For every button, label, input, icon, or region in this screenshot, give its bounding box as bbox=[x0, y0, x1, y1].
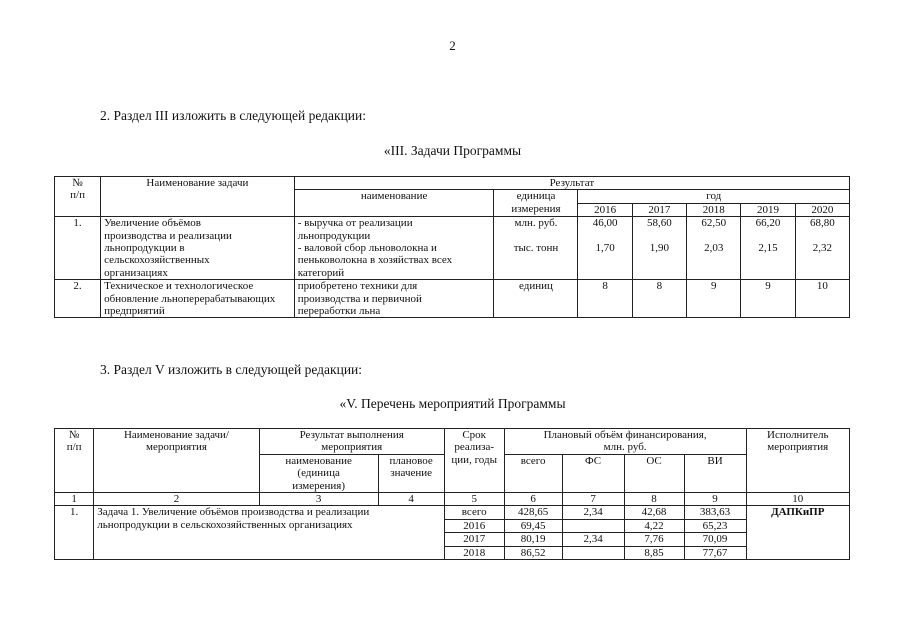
row-value: 1,90 bbox=[632, 242, 686, 280]
header-result-value: плановое значение bbox=[378, 454, 444, 492]
row-value: 58,60 bbox=[632, 217, 686, 242]
row-value: 2,03 bbox=[687, 242, 741, 280]
header-year-2020: 2020 bbox=[795, 203, 849, 216]
table-row bbox=[55, 217, 850, 242]
header-result: Результат выполнения мероприятия bbox=[259, 429, 444, 455]
row-os: 4,22 bbox=[624, 519, 684, 532]
row-task: Увеличение объёмов производства и реализации льнопродукции в сельскохозяйственных организациях bbox=[101, 217, 295, 280]
header-total: всего bbox=[504, 454, 562, 492]
header-financing: Плановый объём финансирования, млн. руб. bbox=[504, 429, 746, 455]
row-executor: ДАПКиПР bbox=[746, 506, 849, 560]
column-number: 7 bbox=[562, 493, 624, 506]
section-intro-2: 3. Раздел V изложить в следующей редакции: bbox=[100, 362, 363, 377]
column-number: 2 bbox=[94, 493, 259, 506]
row-fs bbox=[562, 519, 624, 532]
row-fs: 2,34 bbox=[562, 506, 624, 519]
header-name: наименование bbox=[294, 190, 494, 217]
row-term: 2017 bbox=[444, 533, 504, 546]
column-number: 1 bbox=[55, 493, 94, 506]
header-no: № п/п bbox=[55, 177, 101, 217]
row-value: 9 bbox=[741, 280, 795, 318]
row-value: 2,15 bbox=[741, 242, 795, 280]
column-number: 10 bbox=[746, 493, 849, 506]
row-value: 68,80 bbox=[795, 217, 849, 242]
row-total: 428,65 bbox=[504, 506, 562, 519]
row-total: 69,45 bbox=[504, 519, 562, 532]
row-no: 2. bbox=[55, 280, 101, 318]
row-task: Задача 1. Увеличение объёмов производства и реализации льнопродукции в сельскохозяйственных организациях bbox=[94, 506, 444, 560]
row-value: 1,70 bbox=[578, 242, 632, 280]
row-indicator: - выручка от реализации льнопродукции bbox=[294, 217, 494, 242]
header-fs: ФС bbox=[562, 454, 624, 492]
header-result: Результат bbox=[294, 177, 849, 190]
header-unit: единица измерения bbox=[494, 190, 578, 217]
section-intro-1: 2. Раздел III изложить в следующей редакции: bbox=[100, 108, 367, 123]
row-no: 1. bbox=[55, 506, 94, 560]
row-term: 2018 bbox=[444, 546, 504, 559]
row-value: 10 bbox=[795, 280, 849, 318]
column-number: 6 bbox=[504, 493, 562, 506]
row-vi: 65,23 bbox=[684, 519, 746, 532]
row-value: 66,20 bbox=[741, 217, 795, 242]
row-fs bbox=[562, 546, 624, 559]
section-title-1: «III. Задачи Программы bbox=[383, 143, 522, 158]
measures-table bbox=[54, 428, 850, 560]
row-no: 1. bbox=[55, 217, 101, 280]
header-os: ОС bbox=[624, 454, 684, 492]
header-year-2018: 2018 bbox=[687, 203, 741, 216]
row-vi: 383,63 bbox=[684, 506, 746, 519]
row-value: 2,32 bbox=[795, 242, 849, 280]
row-term: 2016 bbox=[444, 519, 504, 532]
row-value: 8 bbox=[578, 280, 632, 318]
row-vi: 70,09 bbox=[684, 533, 746, 546]
header-year-2016: 2016 bbox=[578, 203, 632, 216]
column-number: 5 bbox=[444, 493, 504, 506]
header-year: год bbox=[578, 190, 850, 203]
row-unit: единиц bbox=[494, 280, 578, 318]
row-value: 62,50 bbox=[687, 217, 741, 242]
column-number: 3 bbox=[259, 493, 378, 506]
header-vi: ВИ bbox=[684, 454, 746, 492]
header-task: Наименование задачи/ мероприятия bbox=[94, 429, 259, 493]
header-task: Наименование задачи bbox=[101, 177, 295, 217]
table-row bbox=[55, 280, 850, 318]
column-number: 4 bbox=[378, 493, 444, 506]
section-title-2: «V. Перечень мероприятий Программы bbox=[339, 396, 566, 411]
row-value: 46,00 bbox=[578, 217, 632, 242]
page-number: 2 bbox=[449, 38, 456, 53]
column-numbers-row bbox=[55, 493, 850, 506]
row-os: 42,68 bbox=[624, 506, 684, 519]
row-indicator: приобретено техники для производства и первичной переработки льна bbox=[294, 280, 494, 318]
header-result-name: наименование (единица измерения) bbox=[259, 454, 378, 492]
header-year-2019: 2019 bbox=[741, 203, 795, 216]
row-unit: тыс. тонн bbox=[494, 242, 578, 280]
row-os: 8,85 bbox=[624, 546, 684, 559]
row-value: 9 bbox=[687, 280, 741, 318]
row-fs: 2,34 bbox=[562, 533, 624, 546]
header-executor: Исполнитель мероприятия bbox=[746, 429, 849, 493]
row-term: всего bbox=[444, 506, 504, 519]
row-task: Техническое и технологическое обновление льноперерабатывающих предприятий bbox=[101, 280, 295, 318]
header-year-2017: 2017 bbox=[632, 203, 686, 216]
column-number: 9 bbox=[684, 493, 746, 506]
tasks-table bbox=[54, 176, 850, 318]
row-indicator: - валовой сбор льноволокна и пеньковолокна в хозяйствах всех категорий bbox=[294, 242, 494, 280]
row-total: 86,52 bbox=[504, 546, 562, 559]
header-no: № п/п bbox=[55, 429, 94, 493]
header-term: Срок реализа- ции, годы bbox=[444, 429, 504, 493]
column-number: 8 bbox=[624, 493, 684, 506]
table-row bbox=[55, 506, 850, 519]
row-total: 80,19 bbox=[504, 533, 562, 546]
row-os: 7,76 bbox=[624, 533, 684, 546]
row-vi: 77,67 bbox=[684, 546, 746, 559]
row-unit: млн. руб. bbox=[494, 217, 578, 242]
row-value: 8 bbox=[632, 280, 686, 318]
